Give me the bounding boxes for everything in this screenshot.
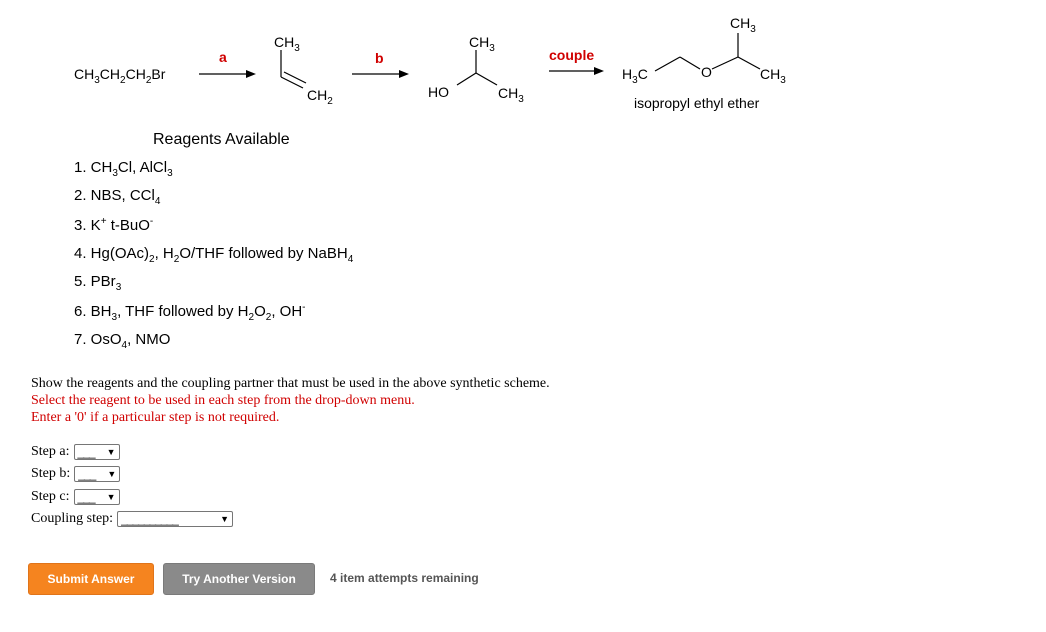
arrow-couple-head (594, 67, 604, 75)
step-c-value: ___ (77, 490, 95, 504)
step-b-value: ___ (78, 467, 96, 481)
step-b-select[interactable] (74, 466, 120, 482)
try-another-version-button[interactable]: Try Another Version (163, 563, 315, 595)
chevron-down-icon: ▼ (107, 469, 117, 479)
step-a-select[interactable] (74, 444, 120, 460)
ether-ch3-top: $CH_3$ (730, 15, 756, 35)
coupling-step-label: Coupling step: (31, 511, 114, 526)
ether-ch3-right: $CH_3$ (760, 66, 786, 86)
step-c-row (31, 489, 120, 505)
alkene-double-bond-1 (281, 77, 303, 88)
coupling-step-select[interactable] (117, 511, 233, 527)
arrow-couple-label: couple (549, 47, 595, 63)
alkene-double-bond-2 (284, 72, 306, 83)
instruction-line-3: Enter a '0' if a particular step is not required. (31, 410, 280, 425)
arrow-a-label: a (219, 49, 227, 65)
reagent-5: 5. PBr$_3$ (74, 273, 122, 293)
reagent-2: 2. NBS, CCl$_4$ (74, 187, 161, 207)
ether-bond-1 (655, 57, 680, 71)
reagent-3: 3. K+ t-BuO- (74, 216, 154, 234)
step-c-select[interactable] (74, 489, 120, 505)
attempts-remaining: 4 item attempts remaining (330, 571, 479, 585)
step-a-value: ___ (77, 445, 95, 459)
arrow-b-head (399, 70, 409, 78)
instruction-line-2: Select the reagent to be used in each step from the drop-down menu. (31, 393, 415, 408)
reagent-6: 6. $BH_3$, THF followed by $H_2O_2$, OH- (74, 302, 306, 323)
submit-answer-button[interactable]: Submit Answer (28, 563, 154, 595)
reagent-1: 1. $CH_3Cl$, AlCl$_3$ (74, 159, 173, 179)
alkene-ch3: $CH_3$ (274, 34, 300, 54)
arrow-a-head (246, 70, 256, 78)
alcohol-ch3-top: $CH_3$ (469, 34, 495, 54)
chevron-down-icon: ▼ (106, 447, 116, 457)
start-material: $CH_3CH_2CH_2Br$ (74, 66, 166, 86)
instruction-line-1: Show the reagents and the coupling partner that must be used in the above synthetic scheme. (31, 376, 550, 391)
product-name: isopropyl ethyl ether (634, 95, 760, 111)
scheme-lines (0, 0, 1046, 130)
reagents-title: Reagents Available (153, 131, 290, 148)
step-a-row (31, 444, 120, 460)
ether-bond-3 (712, 57, 738, 69)
chevron-down-icon: ▼ (220, 514, 230, 524)
alcohol-bond-right (476, 73, 497, 85)
alkene-ch2: $CH_2$ (307, 87, 333, 107)
step-b-label: Step b: (31, 466, 71, 481)
chevron-down-icon: ▼ (106, 492, 116, 502)
reaction-scheme (0, 0, 1046, 130)
coupling-step-row (31, 511, 233, 527)
step-a-label: Step a: (31, 444, 70, 459)
reagent-4: 4. $Hg(OAc)_2$, $H_2O$/THF followed by NaBH$_4$ (74, 245, 354, 265)
ether-oxygen: O (701, 64, 712, 80)
step-b-row (31, 466, 120, 482)
ether-bond-right (738, 57, 760, 69)
step-c-label: Step c: (31, 489, 70, 504)
alcohol-bond-left (457, 73, 476, 85)
arrow-b-label: b (375, 50, 384, 66)
ether-bond-2 (680, 57, 700, 69)
alcohol-ch3-right: $CH_3$ (498, 85, 524, 105)
coupling-step-value: __________ (121, 512, 178, 526)
reagent-7: 7. OsO$_4$, NMO (74, 331, 171, 351)
ether-h3c: $H_3C$ (622, 66, 648, 86)
alcohol-ho: HO (428, 84, 449, 100)
